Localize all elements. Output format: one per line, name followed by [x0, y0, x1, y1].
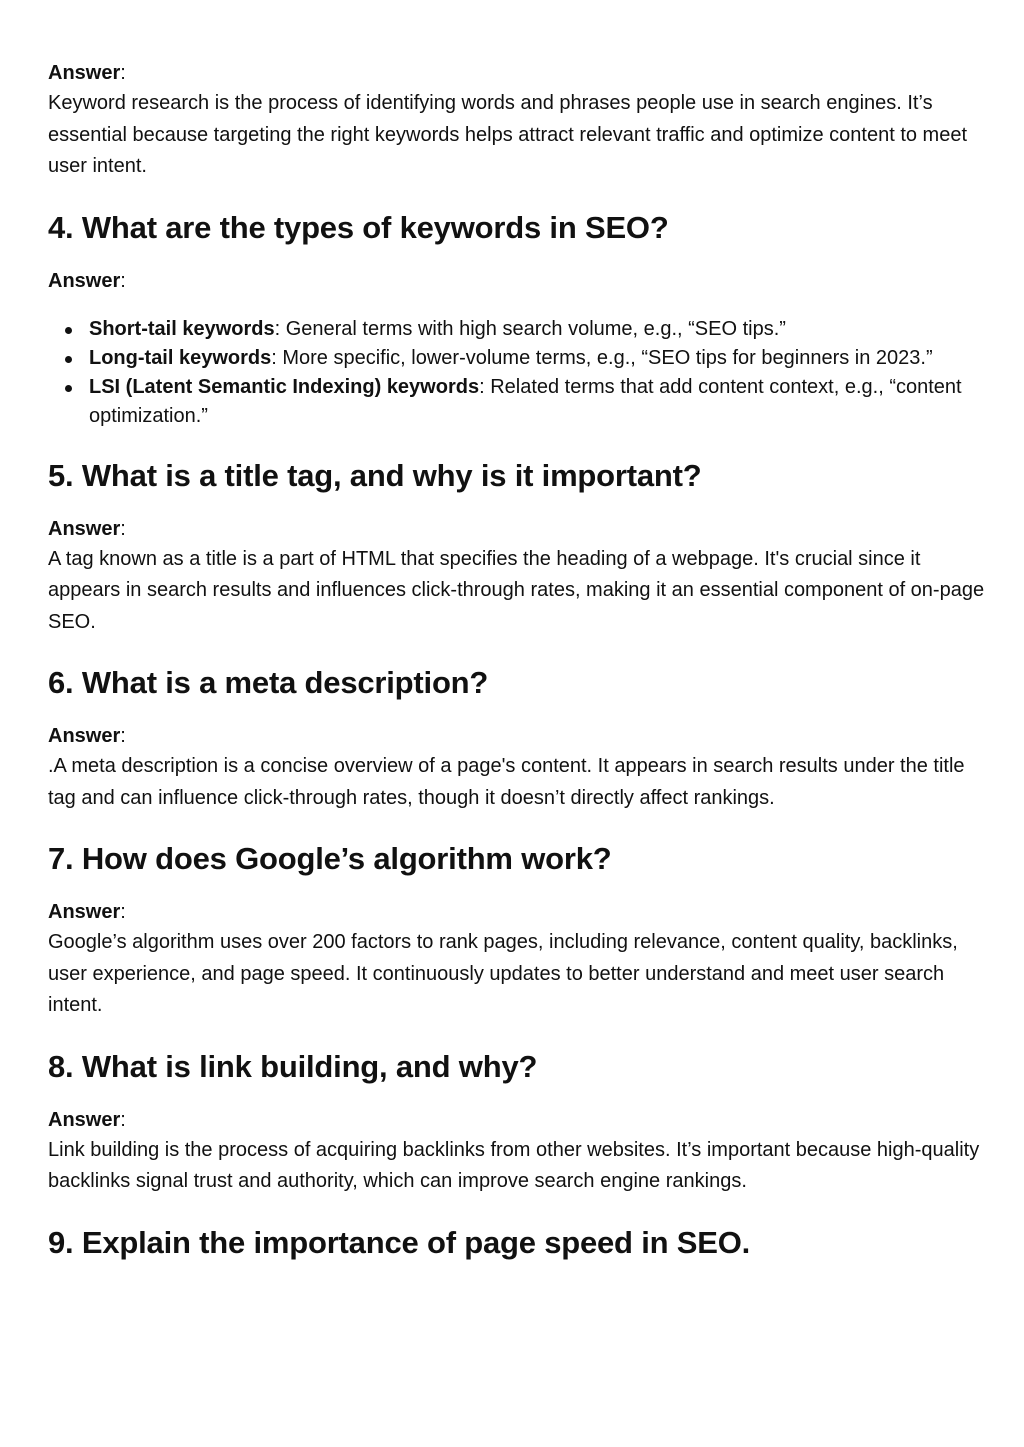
- list-item: [48, 315, 988, 344]
- list-item: [48, 344, 988, 373]
- list-item-desc: : General terms with high search volume, e.g., “SEO tips.”: [274, 317, 786, 340]
- answer-label: Answer:: [48, 1108, 126, 1131]
- answer-label: Answer:: [48, 901, 126, 923]
- answer-label: Answer:: [48, 269, 126, 292]
- answer-text: .A meta description is a concise overview of a page's content. It appears in search results under the title tag and can influence click-through rates, though it doesn’t directly affect rankings.: [48, 755, 965, 809]
- answer-label: Answer:: [48, 725, 126, 747]
- answer-label: Answer:: [48, 62, 126, 84]
- question-heading-5: 5. What is a title tag, and why is it important?: [48, 457, 702, 493]
- question-heading-7: 7. How does Google’s algorithm work?: [48, 841, 612, 876]
- question-heading-9: 9. Explain the importance of page speed in SEO.: [48, 1224, 751, 1260]
- list-item: [48, 373, 988, 431]
- keyword-types-list: [48, 315, 988, 431]
- question-heading-8: 8. What is link building, and why?: [48, 1048, 538, 1084]
- list-item-desc: : More specific, lower-volume terms, e.g., “SEO tips for beginners in 2023.”: [271, 346, 933, 369]
- answer-text: Keyword research is the process of identifying words and phrases people use in search engines. It’s essential because targeting the right keywords helps attract relevant traffic and optimize content to meet user intent.: [48, 92, 968, 177]
- list-item-term: Long-tail keywords: [89, 346, 272, 369]
- question-heading-6: 6. What is a meta description?: [48, 665, 489, 700]
- question-heading-4: 4. What are the types of keywords in SEO?: [48, 209, 669, 245]
- answer-label: Answer:: [48, 517, 126, 540]
- document-page: [48, 58, 988, 1281]
- answer-text: A tag known as a title is a part of HTML that specifies the heading of a webpage. It's crucial since it appears in search results and influences click-through rates, making it an essential component of on-page SEO.: [48, 547, 985, 633]
- list-item-term: Short-tail keywords: [89, 317, 275, 340]
- list-item-term: LSI (Latent Semantic Indexing) keywords: [89, 375, 480, 398]
- answer-text: Link building is the process of acquiring backlinks from other websites. It’s important because high-quality backlinks signal trust and authority, which can improve search engine rankings.: [48, 1138, 980, 1192]
- answer-text: Google’s algorithm uses over 200 factors to rank pages, including relevance, content quality, backlinks, user experience, and page speed. It continuously updates to better understand and meet user search intent.: [48, 931, 958, 1016]
- list-item-desc: : Related terms that add content context, e.g., “content optimization.”: [89, 375, 962, 427]
